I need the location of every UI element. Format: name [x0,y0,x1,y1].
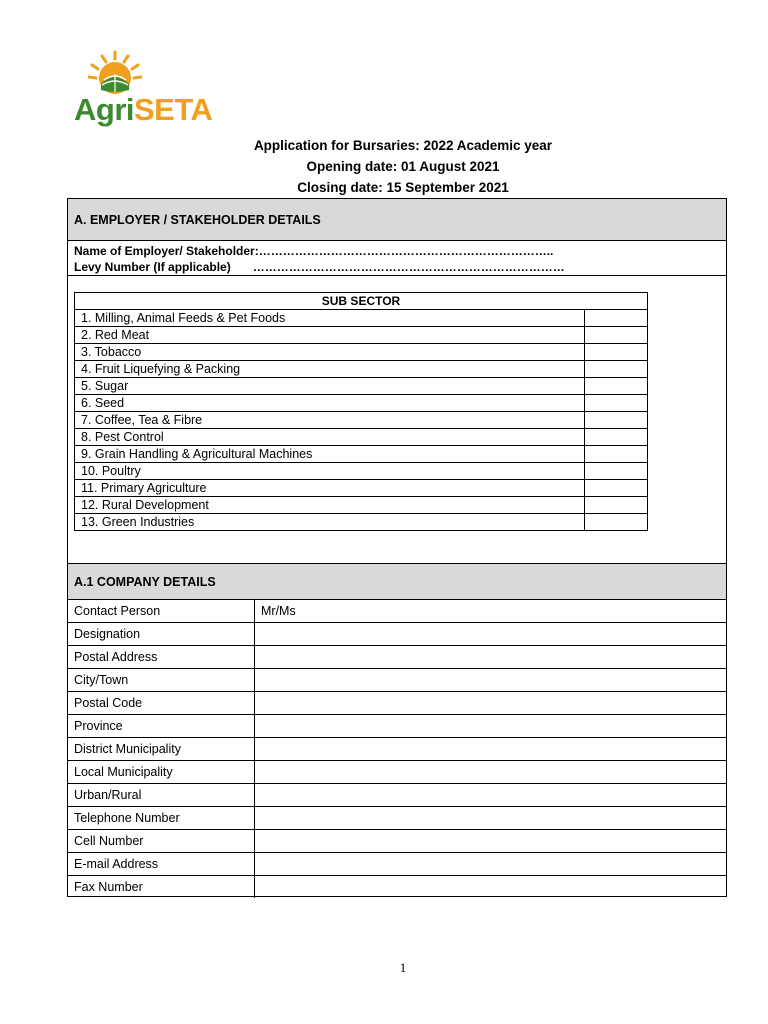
field-label: Postal Address [68,646,255,669]
sub-sector-checkbox[interactable] [584,310,647,327]
sub-sector-label: 13. Green Industries [75,514,585,531]
sub-sector-label: 8. Pest Control [75,429,585,446]
sub-sector-row [75,361,648,378]
table-row [68,715,726,738]
sub-sector-row [75,463,648,480]
field-value[interactable] [255,646,727,669]
section-a1-heading: A.1 COMPANY DETAILS [68,563,726,600]
levy-dots: …………………………………………………………………… [252,260,565,274]
table-row [68,830,726,853]
table-row [68,669,726,692]
sub-sector-row [75,497,648,514]
table-row [68,692,726,715]
sub-sector-checkbox[interactable] [584,497,647,514]
field-value[interactable] [255,876,727,899]
field-label: Telephone Number [68,807,255,830]
field-label: Postal Code [68,692,255,715]
logo-agri: Agri [74,92,134,127]
sub-sector-label: 11. Primary Agriculture [75,480,585,497]
sub-sector-checkbox[interactable] [584,327,647,344]
employer-details [68,241,726,276]
table-row [68,853,726,876]
sub-sector-label: 12. Rural Development [75,497,585,514]
field-value[interactable] [255,715,727,738]
sub-sector-header: SUB SECTOR [75,293,648,310]
sub-sector-label: 7. Coffee, Tea & Fibre [75,412,585,429]
section-a-heading: A. EMPLOYER / STAKEHOLDER DETAILS [68,199,726,241]
field-value[interactable] [255,830,727,853]
field-value[interactable] [255,853,727,876]
field-label: Province [68,715,255,738]
field-label: Designation [68,623,255,646]
levy-number-field[interactable] [74,259,726,275]
field-label: District Municipality [68,738,255,761]
sub-sector-row [75,327,648,344]
logo-wordmark [74,94,212,125]
field-value[interactable] [255,807,727,830]
field-label: Local Municipality [68,761,255,784]
sub-sector-checkbox[interactable] [584,395,647,412]
sub-sector-label: 6. Seed [75,395,585,412]
sub-sector-checkbox[interactable] [584,480,647,497]
sub-sector-checkbox[interactable] [584,446,647,463]
company-details-table [68,600,726,898]
sub-sector-row [75,310,648,327]
field-value[interactable] [255,623,727,646]
opening-date: Opening date: 01 August 2021 [306,159,500,174]
sub-sector-label: 9. Grain Handling & Agricultural Machines [75,446,585,463]
field-label: Cell Number [68,830,255,853]
field-value[interactable]: Mr/Ms [261,604,296,618]
table-row [68,738,726,761]
table-row [68,600,726,623]
sub-sector-row [75,412,648,429]
sub-sector-label: 5. Sugar [75,378,585,395]
sub-sector-row [75,446,648,463]
field-value[interactable] [255,669,727,692]
sub-sector-table [74,292,648,531]
table-row [68,646,726,669]
sub-sector-checkbox[interactable] [584,361,647,378]
field-value[interactable] [255,784,727,807]
sub-sector-checkbox[interactable] [584,514,647,531]
application-form [67,198,727,897]
table-row [68,761,726,784]
field-label: E-mail Address [68,853,255,876]
table-row [68,876,726,899]
sub-sector-label: 4. Fruit Liquefying & Packing [75,361,585,378]
page-number: 1 [399,960,407,975]
closing-date: Closing date: 15 September 2021 [297,180,509,195]
table-row [68,623,726,646]
table-row [68,784,726,807]
employer-name-field[interactable]: Name of Employer/ Stakeholder:……………………………………………………………….. [74,244,554,258]
levy-label: Levy Number (If applicable) [74,260,231,274]
sub-sector-row [75,395,648,412]
field-label: City/Town [68,669,255,692]
sub-sector-label: 10. Poultry [75,463,585,480]
sub-sector-label: 3. Tobacco [75,344,585,361]
sub-sector-row [75,480,648,497]
sub-sector-checkbox[interactable] [584,463,647,480]
field-label: Urban/Rural [68,784,255,807]
agriseta-logo [74,50,234,134]
form-title: Application for Bursaries: 2022 Academic year [253,138,553,153]
sub-sector-row [75,378,648,395]
table-row [68,807,726,830]
sub-sector-label: 1. Milling, Animal Feeds & Pet Foods [75,310,585,327]
sub-sector-row [75,429,648,446]
sub-sector-row [75,344,648,361]
sub-sector-row [75,514,648,531]
sub-sector-checkbox[interactable] [584,378,647,395]
sub-sector-checkbox[interactable] [584,412,647,429]
field-label: Contact Person [68,600,255,623]
field-value[interactable] [255,692,727,715]
field-label: Fax Number [68,876,255,899]
field-value[interactable] [255,761,727,784]
sub-sector-checkbox[interactable] [584,344,647,361]
field-value[interactable] [255,738,727,761]
sub-sector-checkbox[interactable] [584,429,647,446]
logo-seta: SETA [134,92,213,127]
sub-sector-label: 2. Red Meat [75,327,585,344]
